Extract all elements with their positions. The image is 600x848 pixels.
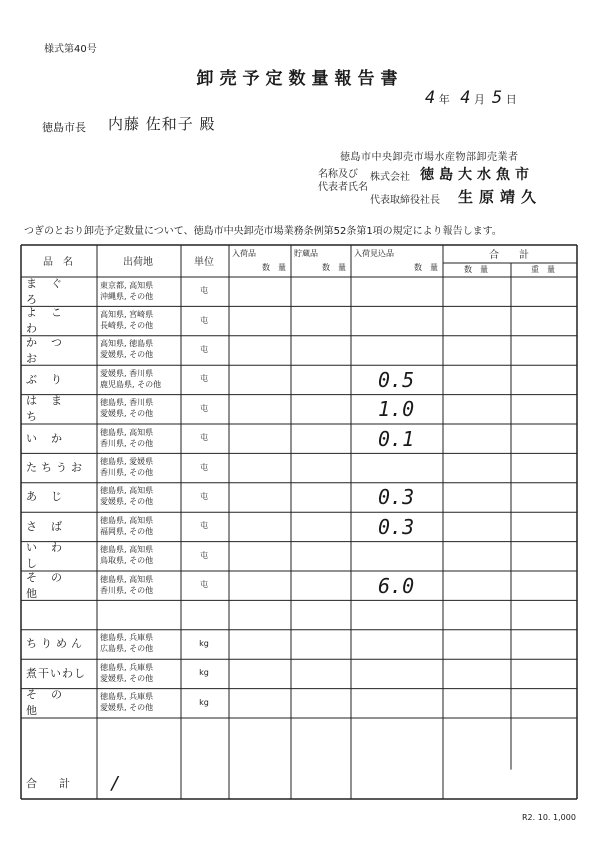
sender-affiliation: 徳島市中央卸売市場水産物部卸売業者 xyxy=(340,152,519,163)
date-year-label: 年 xyxy=(438,93,450,106)
table-row-expected: 1.0 xyxy=(378,397,415,422)
table-row-expected: 6.0 xyxy=(378,573,415,598)
report-date xyxy=(425,88,517,108)
table-row-unit: 屯 xyxy=(200,286,208,296)
table-row-origin xyxy=(100,688,178,717)
table-row-item: まぐろ xyxy=(26,276,76,306)
table-row-item xyxy=(26,599,94,628)
origin-line-1: 高知県, 宮崎県 xyxy=(100,310,154,320)
document-title: 卸売予定数量報告書 xyxy=(196,69,404,89)
table-row-unit: kg xyxy=(199,638,209,648)
header-incoming-bottom: 数 量 xyxy=(262,262,286,272)
origin-line-2: 愛媛県, その他 xyxy=(100,497,154,507)
table-row-origin xyxy=(100,423,178,452)
table-row-item: よこわ xyxy=(26,306,76,336)
origin-line-2: 福岡県, その他 xyxy=(100,526,154,536)
table-row-unit: 屯 xyxy=(200,550,208,560)
total-label: 合 計 xyxy=(26,777,70,791)
date-month: 4 xyxy=(460,88,471,108)
table-row-expected xyxy=(378,278,436,305)
origin-line-1: 徳島県, 兵庫県 xyxy=(100,662,154,672)
table-row-origin xyxy=(100,629,178,658)
table-row-expected: 0.3 xyxy=(378,514,415,539)
header-origin: 出荷地 xyxy=(123,256,153,268)
table-row-origin xyxy=(100,305,178,334)
origin-line-2: 愛媛県, その他 xyxy=(100,409,154,419)
table-row-item: あじ xyxy=(26,490,76,504)
company-name: 徳島大水魚市 xyxy=(420,167,534,183)
table-row-expected xyxy=(378,307,436,334)
origin-line-2: 香川県, その他 xyxy=(100,438,154,448)
origin-line-1: 東京都, 高知県 xyxy=(100,280,154,290)
table-row-unit: 屯 xyxy=(200,374,208,384)
table-row-unit: 屯 xyxy=(200,403,208,413)
table-row-item: さば xyxy=(26,519,76,533)
origin-line-1: 徳島県, 高知県 xyxy=(100,545,154,555)
header-expected-bottom: 数 量 xyxy=(414,262,438,272)
header-incoming-top: 入荷品 xyxy=(232,248,256,258)
origin-line-2: 鳥取県, その他 xyxy=(100,556,154,566)
origin-line-1: 愛媛県, 香川県 xyxy=(100,368,154,378)
representative-name: 生原靖久 xyxy=(458,188,543,206)
company-prefix: 株式会社 xyxy=(370,172,410,183)
table-row-origin xyxy=(100,482,178,511)
origin-line-1: 徳島県, 高知県 xyxy=(100,486,154,496)
table-row-unit: 屯 xyxy=(200,580,208,590)
table-row-item: かつお xyxy=(26,335,76,365)
table-row-unit: 屯 xyxy=(200,521,208,531)
table-row-expected: 0.5 xyxy=(378,367,415,392)
table-row-origin xyxy=(100,335,178,364)
origin-line-2: 香川県, その他 xyxy=(100,468,154,478)
header-unit: 単位 xyxy=(194,256,214,268)
table-row-item: いか xyxy=(26,431,76,445)
origin-line-2: 香川県, その他 xyxy=(100,585,154,595)
table-row-unit: kg xyxy=(199,668,209,678)
origin-line-1: 徳島県, 兵庫県 xyxy=(100,633,154,643)
origin-line-2: 愛媛県, その他 xyxy=(100,703,154,713)
table-row-expected xyxy=(378,543,436,570)
header-item: 品 名 xyxy=(43,256,73,268)
date-day: 5 xyxy=(492,88,503,108)
table-row-expected xyxy=(378,660,436,687)
table-row-origin xyxy=(100,511,178,540)
table-row-origin xyxy=(100,599,178,628)
table-row-unit: 屯 xyxy=(200,462,208,472)
representative-title: 代表取締役社長 xyxy=(370,195,440,206)
origin-line-2: 愛媛県, その他 xyxy=(100,673,154,683)
origin-line-1: 徳島県, 高知県 xyxy=(100,515,154,525)
header-total-qty: 数 量 xyxy=(464,264,488,274)
table-row-item: その他 xyxy=(26,570,76,600)
table-row-expected: 0.1 xyxy=(378,426,415,451)
table-row-item: その他 xyxy=(26,688,76,718)
origin-line-2: 広島県, その他 xyxy=(100,644,154,654)
table-row-expected xyxy=(378,631,436,658)
origin-line-2: 沖縄県, その他 xyxy=(100,291,154,301)
table-row-unit: 屯 xyxy=(200,491,208,501)
header-stored-bottom: 数 量 xyxy=(322,262,346,272)
table-row-expected xyxy=(378,690,436,717)
table-row-unit: kg xyxy=(199,697,209,707)
origin-line-1: 徳島県, 香川県 xyxy=(100,398,154,408)
footer-code: R2. 10. 1,000 xyxy=(522,813,576,822)
table-row-origin xyxy=(100,394,178,423)
table-row-item: ちりめん xyxy=(26,637,86,651)
date-month-label: 月 xyxy=(474,93,485,106)
origin-line-2: 鹿児島県, その他 xyxy=(100,379,162,389)
origin-line-1: 徳島県, 高知県 xyxy=(100,427,154,437)
table-row-expected: 0.3 xyxy=(378,485,415,510)
table-row-item: 煮干いわし xyxy=(26,666,86,680)
header-expected-top: 入荷見込品 xyxy=(354,248,394,258)
table-row-item: たちうお xyxy=(26,461,86,475)
header-stored-top: 貯蔵品 xyxy=(294,248,318,258)
table-row-origin xyxy=(100,541,178,570)
origin-line-1: 徳島県, 高知県 xyxy=(100,574,154,584)
form-number: 様式第40号 xyxy=(44,44,97,55)
table-row-origin xyxy=(100,276,178,305)
table-row-origin xyxy=(100,364,178,393)
date-day-label: 日 xyxy=(505,93,517,106)
table-row-expected xyxy=(378,601,436,628)
table-row-origin xyxy=(100,452,178,481)
table-row-origin xyxy=(100,570,178,599)
table-row-expected xyxy=(378,337,436,364)
addressee-role: 徳島市長 xyxy=(42,121,86,134)
header-total: 合 計 xyxy=(489,249,529,261)
origin-line-2: 長崎県, その他 xyxy=(100,321,154,331)
table-row-unit: 屯 xyxy=(200,344,208,354)
table-row-item: いわし xyxy=(26,541,76,571)
table-row-expected xyxy=(378,454,436,481)
origin-line-1: 徳島県, 愛媛県 xyxy=(100,457,154,467)
table-row-item: はまち xyxy=(26,394,76,424)
table-row-unit: 屯 xyxy=(200,433,208,443)
date-year: 4 xyxy=(425,88,436,108)
total-mark: / xyxy=(110,772,121,794)
table-row-unit xyxy=(180,599,228,628)
table-row-item: ぶり xyxy=(26,372,76,386)
table-row-unit: 屯 xyxy=(200,315,208,325)
header-total-weight: 重 量 xyxy=(531,264,555,274)
addressee-name: 内藤 佐和子 殿 xyxy=(108,115,216,133)
origin-line-1: 高知県, 徳島県 xyxy=(100,339,154,349)
origin-line-2: 愛媛県, その他 xyxy=(100,350,154,360)
table-row-origin xyxy=(100,658,178,687)
intro-text: つぎのとおり卸売予定数量について、徳島市中央卸売市場業務条例第52条第1項の規定により報告します。 xyxy=(24,226,502,237)
sender-name-label: 名称及び 代表者氏名 xyxy=(318,169,368,193)
origin-line-1: 徳島県, 兵庫県 xyxy=(100,692,154,702)
